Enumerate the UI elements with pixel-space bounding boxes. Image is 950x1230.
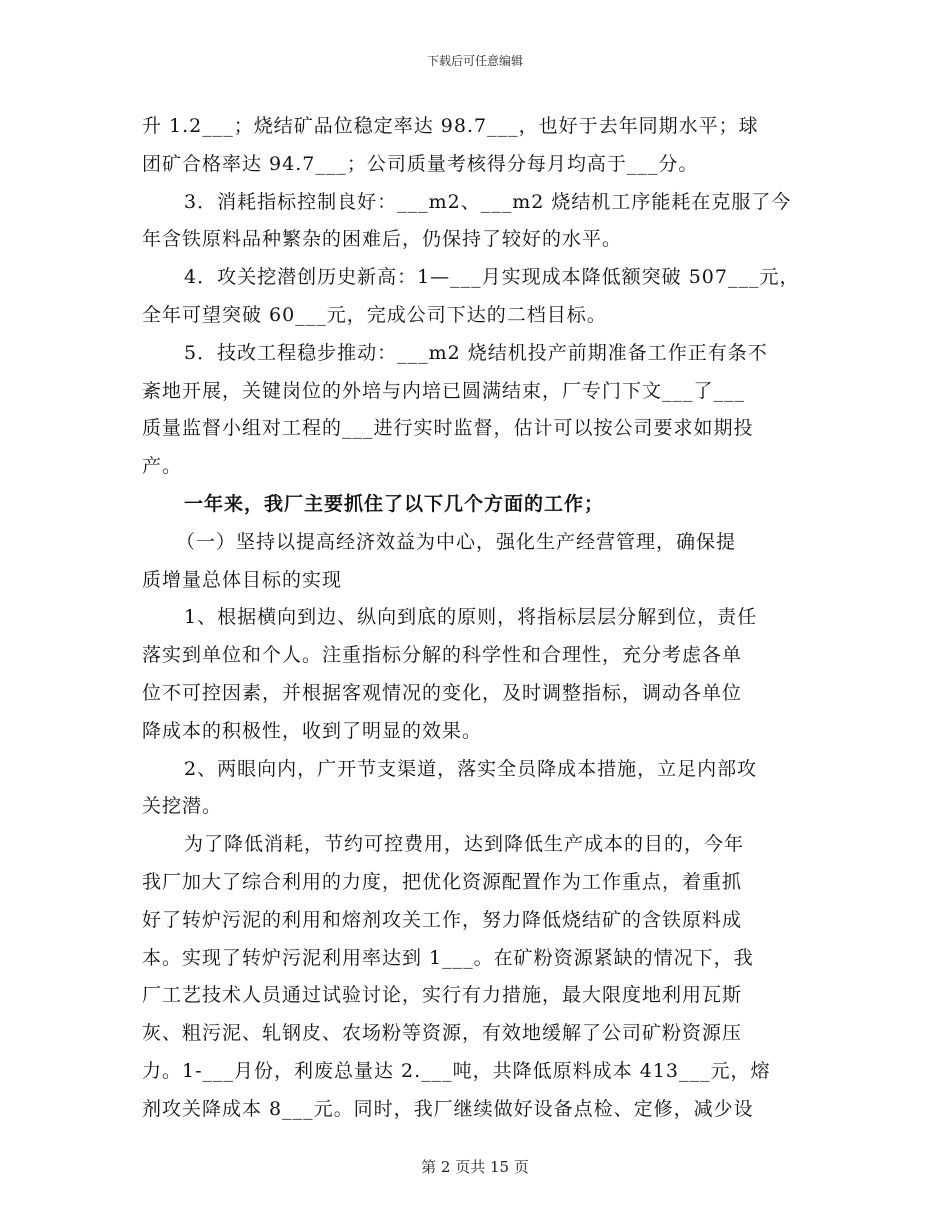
text-line: 紊地开展，关键岗位的外培与内培已圆满结束，厂专门下文___了___ [142,379,746,402]
text-line: 年含铁原料品种繁杂的困难后，仍保持了较好的水平。 [142,228,623,251]
text-line: 质量监督小组对工程的___进行实时监督，估计可以按公司要求如期投 [142,417,754,440]
text-line: 力。1-___月份，利废总量达 2.___吨，共降低原料成本 413___元，熔 [142,1059,771,1082]
text-line: 4．攻关挖潜创历史新高：1—___月实现成本降低额突破 507___元， [184,266,800,289]
text-line: 产。 [142,455,183,478]
page-number: 第 2 页共 15 页 [421,1158,529,1176]
text-line: 5．技改工程稳步推动：___m2 烧结机投产前期准备工作正有条不 [184,341,768,364]
text-line: 落实到单位和个人。注重指标分解的科学性和合理性，充分考虑各单 [142,644,743,667]
text-line: 好了转炉污泥的利用和熔剂攻关工作，努力降低烧结矿的含铁原料成 [142,908,743,931]
text-line: 质增量总体目标的实现 [142,568,343,591]
text-line: 为了降低消耗，节约可控费用，达到降低生产成本的目的，今年 [184,833,745,856]
text-line: 位不可控因素，并根据客观情况的变化，及时调整指标，调动各单位 [142,681,743,704]
text-line: 灰、粗污泥、轧钢皮、农场粉等资源，有效地缓解了公司矿粉资源压 [142,1022,743,1045]
text-line: 降成本的积极性，收到了明显的效果。 [142,719,483,742]
text-line: 1、根据横向到边、纵向到底的原则，将指标层层分解到位，责任 [184,606,758,629]
text-line: 本。实现了转炉污泥利用率达到 1___。在矿粉资源紧缺的情况下，我 [142,946,754,969]
text-line: 2、两眼向内，广开节支渠道，落实全员降成本措施，立足内部攻 [184,757,758,780]
text-line: 3．消耗指标控制良好：___m2、___m2 烧结机工序能耗在克服了今 [184,190,792,213]
text-line: 全年可望突破 60___元，完成公司下达的二档目标。 [142,303,607,326]
section-heading: 一年来，我厂主要抓住了以下几个方面的工作； [184,492,605,515]
text-line: 团矿合格率达 94.7___；公司质量考核得分每月均高于___分。 [142,152,699,175]
text-line: 升 1.2___；烧结矿品位稳定率达 98.7___，也好于去年同期水平；球 [142,115,759,137]
text-line: 我厂加大了综合利用的力度，把优化资源配置作为工作重点，着重抓 [142,870,743,893]
document-body [142,108,814,1129]
page-header: 下载后可任意编辑 [426,54,523,68]
text-line: 剂攻关降成本 8___元。同时，我厂继续做好设备点检、定修，减少设 [142,1097,754,1120]
subsection-heading: （一）坚持以提高经济效益为中心，强化生产经营管理，确保提 [176,530,737,553]
text-line: 厂工艺技术人员通过试验讨论，实行有力措施，最大限度地利用瓦斯 [142,984,743,1007]
text-line: 关挖潜。 [142,795,223,818]
